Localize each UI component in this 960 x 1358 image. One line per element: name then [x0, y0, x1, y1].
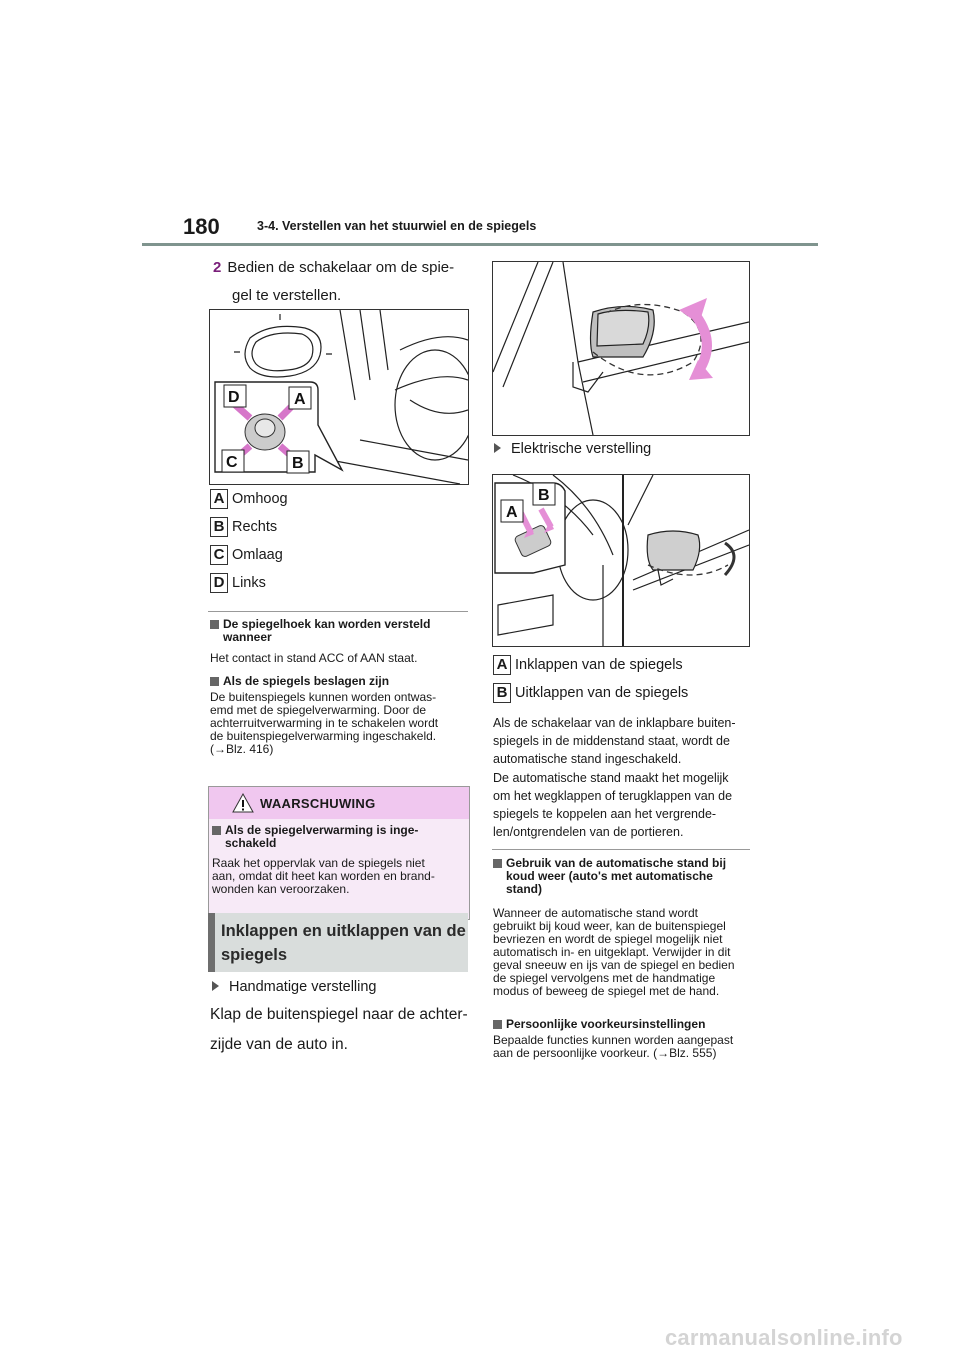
- warning-header: [209, 787, 469, 819]
- electric-adjust-label: Elektrische verstelling: [494, 441, 651, 457]
- figure1-label-c: C: [226, 454, 238, 471]
- figure3-label-b: B: [538, 487, 550, 504]
- step-text-line2: gel te verstellen.: [232, 287, 342, 304]
- section-heading: [208, 913, 468, 972]
- legend-item-fold: A Inklappen van de spiegels: [493, 655, 683, 675]
- bullet-square-icon: [210, 620, 219, 629]
- note3-title: Gebruik van de automatische stand bij koud weer (auto's met automatische stand): [493, 857, 755, 896]
- figure1-label-a: A: [294, 391, 306, 408]
- manual-adjust-text: Klap de buitenspiegel naar de achter- zijde van de auto in.: [210, 1006, 468, 1053]
- electric-folding-illustration: [493, 475, 749, 646]
- arrow-bullet-icon: [494, 443, 501, 453]
- warning-triangle-icon: [232, 793, 254, 813]
- section-bar: [208, 913, 215, 972]
- section-title: Inklappen en uitklappen van de spiegels: [221, 922, 466, 964]
- note2-body: De buitenspiegels kunnen worden ontwas- emd met de spiegelverwarming. Door de achterruitverwarming in te schakelen wordt de buitenspiegelverwarming ingeschakeld. (→Blz. 416): [210, 690, 439, 756]
- note1-title: De spiegelhoek kan worden versteld wanneer: [210, 618, 468, 644]
- legend-item-c: C Omlaag: [210, 545, 283, 565]
- manual-folding-illustration: [493, 262, 749, 435]
- warning-title: Als de spiegelverwarming is inge- schakeld: [212, 824, 467, 850]
- manual-adjust-label: Handmatige verstelling: [212, 979, 377, 995]
- manual-folding-figure: [492, 261, 750, 436]
- note1-body: Het contact in stand ACC of AAN staat.: [210, 651, 418, 665]
- step-2: [213, 254, 454, 310]
- bullet-square-icon: [493, 859, 502, 868]
- mirror-switch-figure: [209, 309, 469, 485]
- warning-heading: WAARSCHUWING: [260, 796, 376, 811]
- bullet-square-icon: [493, 1020, 502, 1029]
- note4-title: Persoonlijke voorkeursinstellingen: [493, 1018, 705, 1031]
- watermark: carmanualsonline.info: [665, 1325, 903, 1350]
- figure3-label-a: A: [506, 504, 518, 521]
- legend-item-b: B Rechts: [210, 517, 277, 537]
- legend-item-d: D Links: [210, 573, 266, 593]
- note2-title: Als de spiegels beslagen zijn: [210, 675, 389, 688]
- warning-box: [208, 786, 470, 920]
- step-number: 2: [213, 259, 222, 276]
- figure1-label-b: B: [292, 455, 304, 472]
- bullet-square-icon: [212, 826, 221, 835]
- header-rule: [142, 243, 818, 246]
- step-text-line1: Bedien de schakelaar om de spie-: [227, 259, 455, 276]
- divider: [492, 849, 750, 850]
- note3-body: Wanneer de automatische stand wordt gebruikt bij koud weer, kan de buitenspiegel bevriezen en wordt de spiegel mogelijk niet automatisch in- en uitgeklapt. Verwijder in dit geval sneeuw en ijs van de spiegel en bedien de spiegel vervolgens met de handmatige modus of beweeg de spiegel met de hand.: [493, 906, 735, 998]
- chapter-title: 3-4. Verstellen van het stuurwiel en de spiegels: [257, 219, 537, 233]
- legend-item-unfold: B Uitklappen van de spiegels: [493, 683, 688, 703]
- page-number: 180: [183, 214, 220, 239]
- warning-body: Raak het oppervlak van de spiegels niet aan, omdat dit heet kan worden en brand- wonden kan veroorzaken.: [212, 856, 435, 896]
- note4-body: Bepaalde functies kunnen worden aangepast aan de persoonlijke voorkeur. (→Blz. 555): [493, 1033, 734, 1060]
- bullet-square-icon: [210, 677, 219, 686]
- mirror-switch-illustration: [210, 310, 468, 484]
- electric-folding-figure: [492, 474, 750, 647]
- arrow-bullet-icon: [212, 981, 219, 991]
- divider: [208, 611, 468, 612]
- figure1-label-d: D: [228, 389, 240, 406]
- auto-mode-paragraph: Als de schakelaar van de inklapbare buiten- spiegels in de middenstand staat, wordt de automatische stand ingeschakeld. De automatische stand maakt het mogelijk om het wegklappen of terugklappen van de spiegels te koppelen aan het vergrende- len/ontgrendelen van de portieren.: [493, 716, 736, 840]
- legend-item-a: A Omhoog: [210, 489, 288, 509]
